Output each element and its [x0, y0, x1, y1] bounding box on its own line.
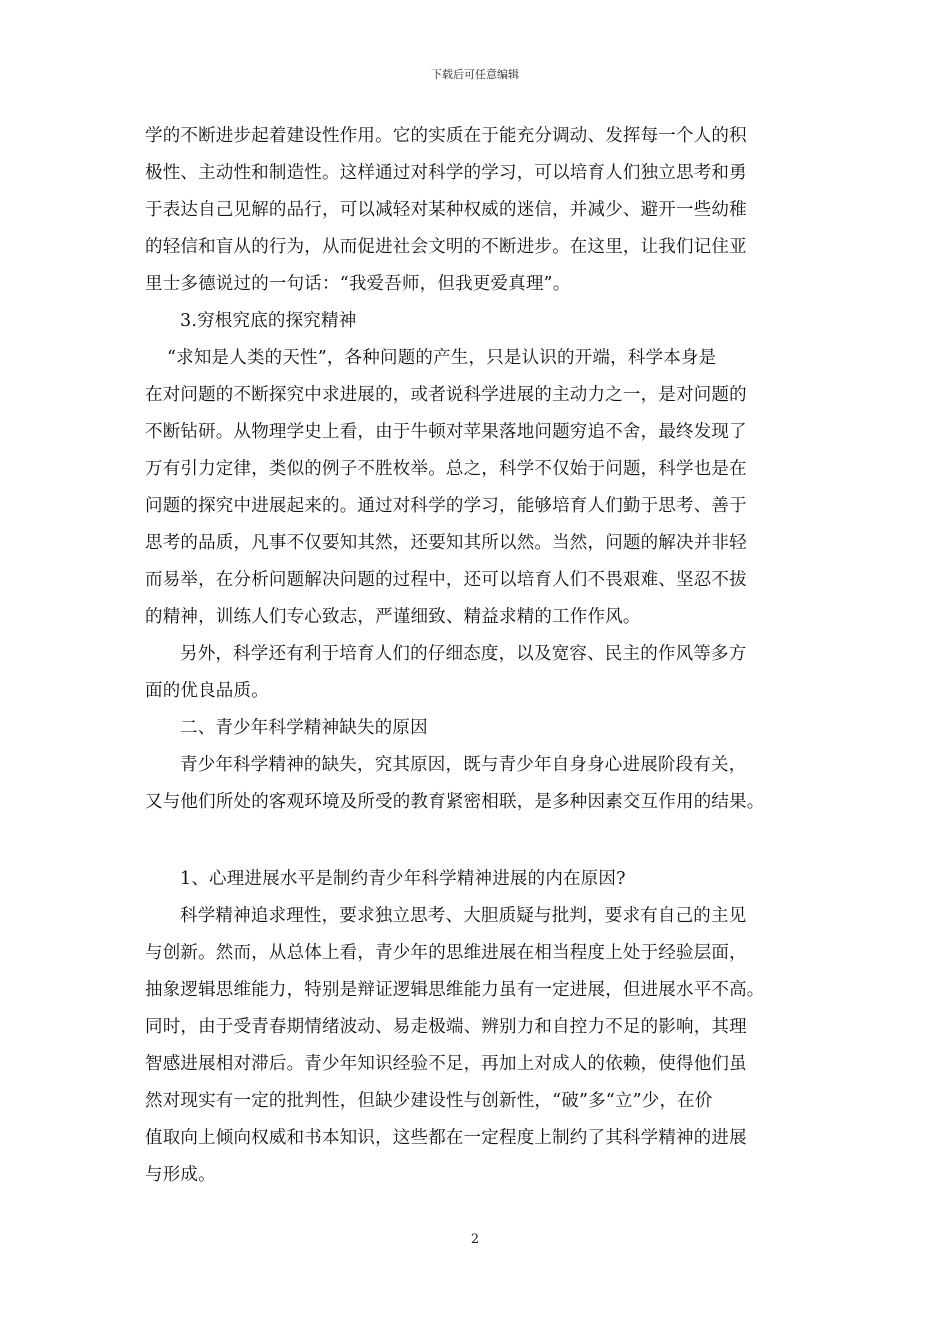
page-header: 下载后可任意编辑: [431, 68, 519, 81]
text-line: 万有引力定律，类似的例子不胜枚举。总之，科学不仅始于问题，科学也是在: [145, 459, 747, 479]
text-line: 与形成。: [145, 1165, 216, 1185]
text-line: 而易举，在分析问题解决问题的过程中，还可以培育人们不畏艰难、坚忍不拔: [145, 570, 747, 590]
text-line: 与创新。然而，从总体上看，青少年的思维进展在相当程度上处于经验层面，: [145, 943, 747, 963]
text-line: 然对现实有一定的批判性，但缺少建设性与创新性，“破”多“立”少，在价: [145, 1091, 713, 1111]
text-line: 不断钻研。从物理学史上看，由于牛顿对苹果落地问题穷追不舍，最终发现了: [145, 422, 747, 442]
text-line: 另外，科学还有利于培育人们的仔细态度，以及宽容、民主的作风等多方: [180, 644, 747, 664]
text-line: 又与他们所处的客观环境及所受的教育紧密相联，是多种因素交互作用的结果。: [145, 792, 765, 812]
text-line: 同时，由于受青春期情绪波动、易走极端、辨别力和自控力不足的影响，其理: [145, 1017, 747, 1037]
text-line: 在对问题的不断探究中求进展的，或者说科学进展的主动力之一，是对问题的: [145, 385, 747, 405]
subsection-heading-1: 1、心理进展水平是制约青少年科学精神进展的内在原因?: [180, 869, 626, 889]
text-line: 值取向上倾向权威和书本知识，这些都在一定程度上制约了其科学精神的进展: [145, 1128, 747, 1148]
text-line: 抽象逻辑思维能力，特别是辩证逻辑思维能力虽有一定进展，但进展水平不高。: [145, 980, 765, 1000]
section-heading-2: 二、青少年科学精神缺失的原因: [180, 718, 428, 738]
page-number: 2: [470, 1232, 480, 1247]
text-line: 的轻信和盲从的行为，从而促进社会文明的不断进步。在这里，让我们记住亚: [145, 237, 747, 257]
text-line: 智感进展相对滞后。青少年知识经验不足，再加上对成人的依赖，使得他们虽: [145, 1054, 747, 1074]
text-line: 思考的品质，凡事不仅要知其然，还要知其所以然。当然，问题的解决并非轻: [145, 533, 747, 553]
text-line: 科学精神追求理性，要求独立思考、大胆质疑与批判，要求有自己的主见: [180, 906, 747, 926]
section-heading-3: 3.穷根究底的探究精神: [180, 311, 357, 331]
text-line: 学的不断进步起着建设性作用。它的实质在于能充分调动、发挥每一个人的积: [145, 126, 747, 146]
text-line: “求知是人类的天性”，各种问题的产生，只是认识的开端，科学本身是: [167, 348, 717, 368]
text-line: 面的优良品质。: [145, 681, 269, 701]
text-line: 于表达自己见解的品行，可以减轻对某种权威的迷信，并减少、避开一些幼稚: [145, 200, 747, 220]
paragraph-gap: [145, 821, 825, 861]
text-line: 极性、主动性和制造性。这样通过对科学的学习，可以培育人们独立思考和勇: [145, 163, 747, 183]
text-line: 青少年科学精神的缺失，究其原因，既与青少年自身身心进展阶段有关，: [180, 755, 747, 775]
text-line: 的精神，训练人们专心致志，严谨细致、精益求精的工作作风。: [145, 607, 641, 627]
text-line: 问题的探究中进展起来的。通过对科学的学习，能够培育人们勤于思考、善于: [145, 496, 747, 516]
text-line: 里士多德说过的一句话：“我爱吾师，但我更爱真理”。: [145, 274, 571, 294]
document-body: [145, 118, 825, 1194]
